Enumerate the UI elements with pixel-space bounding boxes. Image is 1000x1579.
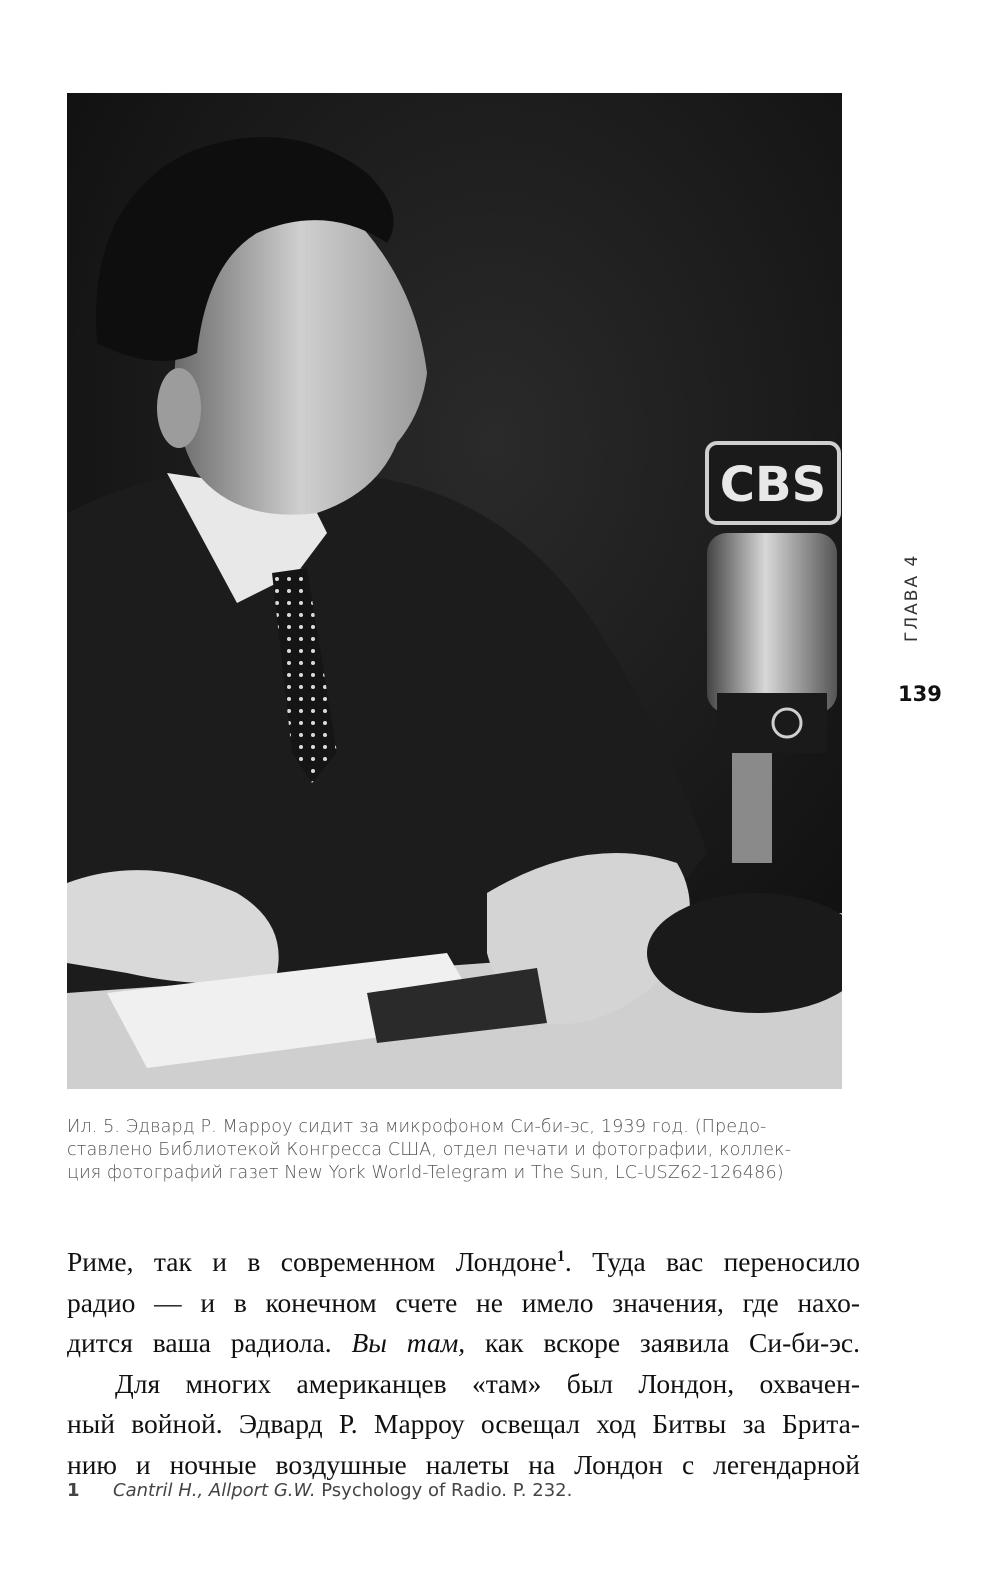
- caption-line: ставлено Библиотекой Конгресса США, отдел печати и фотографии, коллек-: [67, 1140, 792, 1160]
- footnote-title: Psychology of Radio. P. 232.: [315, 1480, 573, 1501]
- caption-line: ция фотографий газет New York World-Telegram и The Sun, LC-USZ62-126486): [67, 1163, 784, 1183]
- footnote-number: 1: [67, 1480, 80, 1501]
- footnote: [67, 1480, 867, 1501]
- chapter-label: ГЛАВА 4: [902, 553, 922, 642]
- text-span: . Туда вас переносило: [564, 1246, 861, 1278]
- text-line: радио — и в конечном счете не имело значения, где нахо-: [67, 1286, 860, 1318]
- paragraph: [67, 1237, 860, 1364]
- chapter-running-head: [902, 532, 932, 642]
- page-number: 139: [898, 682, 942, 706]
- text-span: Риме, так и в современном Лондоне: [67, 1246, 557, 1278]
- emphasis: Вы там,: [351, 1327, 466, 1359]
- text-line: ный войной. Эдвард Р. Марроу освещал ход Битвы за Брита-: [67, 1408, 860, 1440]
- cbs-mic-label: CBS: [719, 457, 827, 513]
- footnote-authors: Cantril H., Allport G.W.: [113, 1480, 316, 1501]
- footnote-ref[interactable]: 1: [556, 1248, 565, 1265]
- text-line: нию и ночные воздушные налеты на Лондон с легендарной: [67, 1448, 860, 1480]
- paragraph: [67, 1364, 860, 1486]
- text-line: [67, 1323, 860, 1364]
- text-line: Для многих американцев «там» был Лондон, охвачен-: [115, 1367, 860, 1399]
- text-span: как вскоре заявила Си-би-эс.: [465, 1327, 861, 1359]
- figure-caption: [67, 1116, 842, 1185]
- photo-edward-murrow-cbs-microphone: [67, 93, 842, 1089]
- text-span: дится ваша радиола.: [67, 1327, 352, 1359]
- caption-line: Ил. 5. Эдвард Р. Марроу сидит за микрофоном Си-би-эс, 1939 год. (Предо-: [67, 1117, 767, 1137]
- body-text: [67, 1237, 860, 1485]
- figure-photo: [67, 93, 842, 1089]
- text-line: [67, 1237, 860, 1283]
